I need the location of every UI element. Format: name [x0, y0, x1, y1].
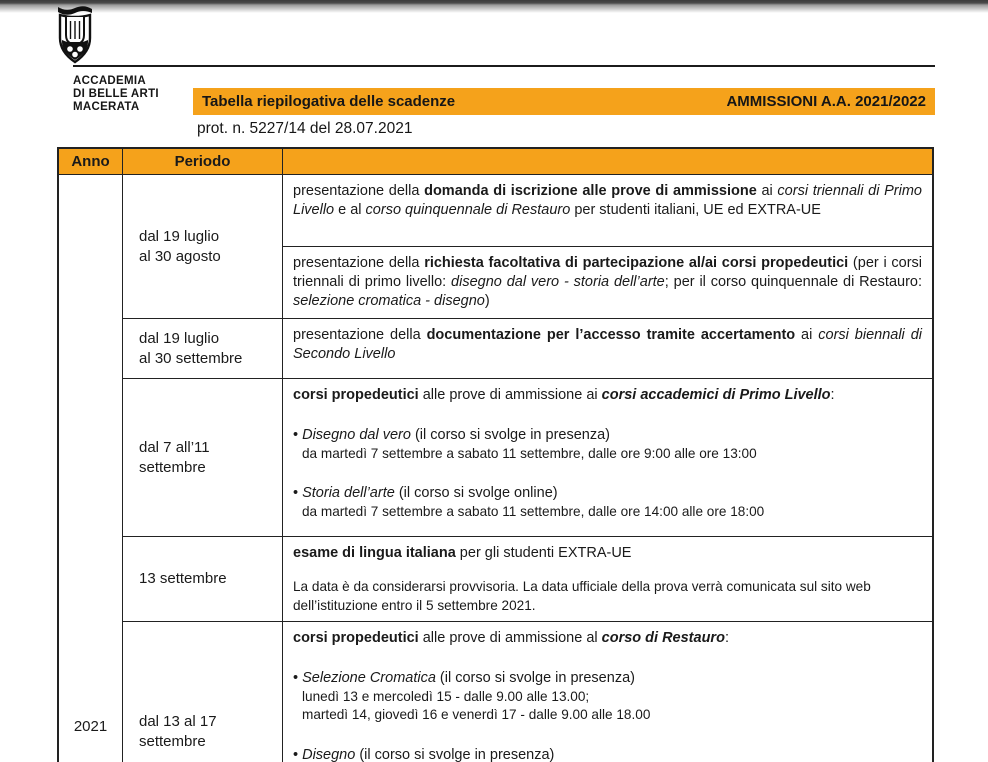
title-bar-right-text: AMMISSIONI A.A. 2021/2022 [726, 93, 926, 110]
period-line: al 30 agosto [139, 247, 221, 265]
period-line: al 30 settembre [139, 349, 243, 367]
anno-value: 2021 [73, 718, 108, 735]
note-text: La data è da considerarsi provvisoria. La data ufficiale della prova verrà comunicata sul sito web dell’istituzione entro il 5 settembre 2021. [293, 578, 871, 613]
period-line: settembre [139, 458, 206, 476]
letterhead-line2: DI BELLE ARTI [73, 88, 159, 100]
bullet-detail: da martedì 7 settembre a sabato 11 settembre, dalle ore 9:00 alle ore 13:00 [302, 445, 757, 461]
protocol-line: prot. n. 5227/14 del 28.07.2021 [197, 120, 413, 137]
cell-desc-esame-lingua [283, 537, 932, 622]
column-header-anno: Anno [59, 149, 123, 175]
column-header-descrizione [283, 149, 932, 175]
title-bar-left-text: Tabella riepilogativa delle scadenze [202, 93, 456, 110]
deadlines-table [57, 147, 934, 762]
period-line: dal 19 luglio [139, 227, 220, 245]
period-line: 13 settembre [139, 570, 227, 587]
bullet-detail: lunedì 13 e mercoledì 15 - dalle 9.00 alle 13.00; [302, 688, 590, 704]
letterhead-line3: MACERATA [73, 101, 140, 113]
bullet-item: • Disegno dal vero (il corso si svolge in presenza) [293, 426, 610, 443]
paragraph: presentazione della documentazione per l’accesso tramite accertamento ai corsi biennali di Secondo Livello [293, 327, 922, 362]
bullet-item: • Storia dell’arte (il corso si svolge online) [293, 485, 558, 502]
cell-desc-propedeutici-primo-livello [283, 379, 932, 537]
paragraph: presentazione della richiesta facoltativa di partecipazione al/ai corsi propedeutici (per i corsi triennali di primo livello: disegno dal vero - storia dell’arte; per il corso quinquennale di Restauro: selezione cromatica - disegno) [293, 255, 923, 309]
bullet-item: • Selezione Cromatica (il corso si svolge in presenza) [293, 669, 635, 686]
document-title-bar [193, 88, 935, 115]
letterhead [73, 75, 159, 114]
column-header-periodo: Periodo [123, 149, 283, 175]
cell-desc-iscrizione [283, 175, 932, 247]
cell-desc-richiesta-propedeutici [283, 247, 932, 319]
viewer-toolbar-shadow [0, 0, 988, 14]
paragraph: presentazione della domanda di iscrizione alle prove di ammissione ai corsi triennali di Primo Livello e al corso quinquennale di Restauro per studenti italiani, UE ed EXTRA-UE [293, 183, 923, 218]
letterhead-line1: ACCADEMIA [73, 75, 146, 87]
bullet-item: • Disegno (il corso si svolge in presenza) [293, 747, 555, 762]
letterhead-rule [73, 65, 935, 67]
bullet-detail: da martedì 7 settembre a sabato 11 settembre, dalle ore 14:00 alle ore 18:00 [302, 504, 765, 520]
cell-period-2 [123, 319, 283, 379]
cell-anno [59, 175, 123, 762]
bullet-detail: martedì 14, giovedì 16 e venerdì 17 - dalle 9.00 alle 18.00 [302, 707, 651, 723]
cell-desc-propedeutici-restauro [283, 622, 932, 762]
paragraph-title: corsi propedeutici alle prove di ammissione ai corsi accademici di Primo Livello: [293, 387, 835, 403]
period-line: dal 13 al 17 [139, 713, 217, 730]
cell-period-3 [123, 379, 283, 537]
cell-period-5 [123, 622, 283, 762]
period-line: dal 7 all’11 [139, 438, 210, 456]
period-line: settembre [139, 733, 206, 750]
cell-period-1 [123, 175, 283, 319]
cell-period-4 [123, 537, 283, 622]
cell-desc-accertamento [283, 319, 932, 379]
paragraph-title: esame di lingua italiana per gli studenti EXTRA-UE [293, 545, 632, 561]
academy-shield-logo-icon [56, 6, 94, 64]
paragraph-title: corsi propedeutici alle prove di ammissione al corso di Restauro: [293, 630, 729, 646]
period-line: dal 19 luglio [139, 329, 220, 347]
